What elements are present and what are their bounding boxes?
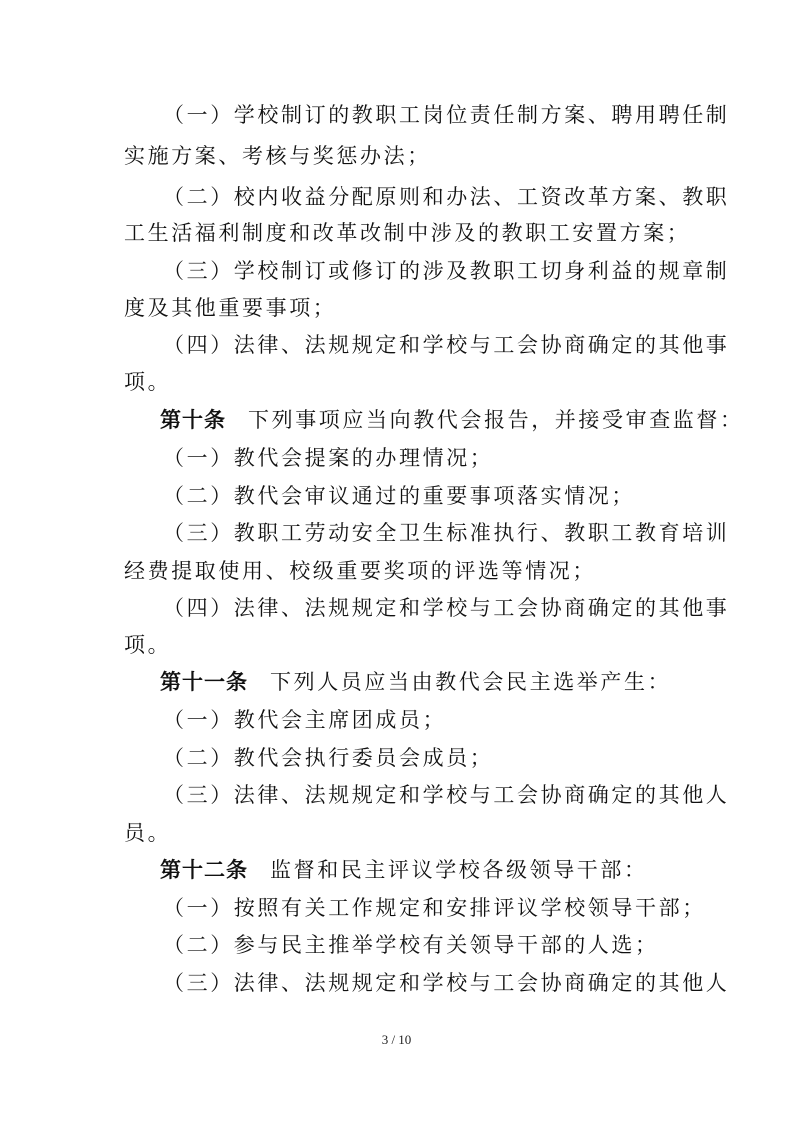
article-number: 第十一条 <box>160 669 248 694</box>
paragraph-line: （三）法律、法规规定和学校与工会协商确定的其他人 <box>163 783 730 807</box>
paragraph-line: 员。 <box>124 821 172 845</box>
article-number: 第十条 <box>160 407 226 432</box>
paragraph-line: （三）教职工劳动安全卫生标准执行、教职工教育培训 <box>163 521 730 545</box>
article-number: 第十二条 <box>160 857 248 882</box>
paragraph-line: （二）教代会审议通过的重要事项落实情况； <box>163 484 635 508</box>
paragraph-line: （二）参与民主推举学校有关领导干部的人选； <box>163 933 659 957</box>
paragraph-line: （一）按照有关工作规定和安排评议学校领导干部； <box>163 896 706 920</box>
paragraph-line: （四）法律、法规规定和学校与工会协商确定的其他事 <box>163 596 730 620</box>
paragraph-line: （一）教代会主席团成员； <box>163 708 447 732</box>
paragraph-line: （四）法律、法规规定和学校与工会协商确定的其他事 <box>163 333 730 357</box>
paragraph-line: （三）法律、法规规定和学校与工会协商确定的其他人 <box>163 971 730 995</box>
paragraph-line: 实施方案、考核与奖惩办法； <box>124 144 431 168</box>
paragraph-line: （三）学校制订或修订的涉及教职工切身利益的规章制 <box>163 259 730 283</box>
paragraph-line: （一）学校制订的教职工岗位责任制方案、聘用聘任制 <box>163 103 730 127</box>
paragraph-line: 项。 <box>124 370 172 394</box>
paragraph-line: 工生活福利制度和改革改制中涉及的教职工安置方案； <box>124 221 691 245</box>
paragraph-line: （一）教代会提案的办理情况； <box>163 446 494 470</box>
article-12-heading <box>160 855 648 885</box>
page-number: 3 / 10 <box>381 1032 412 1047</box>
article-text: 下列人员应当由教代会民主选举产生： <box>270 670 672 694</box>
paragraph-line: 经费提取使用、校级重要奖项的评选等情况； <box>124 559 596 583</box>
paragraph-line: （二）教代会执行委员会成员； <box>163 746 494 770</box>
article-10-heading <box>160 405 744 435</box>
article-text: 下列事项应当向教代会报告，并接受审查监督： <box>248 408 744 432</box>
article-text: 监督和民主评议学校各级领导干部： <box>270 858 648 882</box>
paragraph-line: （二）校内收益分配原则和办法、工资改革方案、教职 <box>163 185 730 209</box>
paragraph-line: 项。 <box>124 633 172 657</box>
paragraph-line: 度及其他重要事项； <box>124 296 337 320</box>
article-11-heading <box>160 667 671 697</box>
